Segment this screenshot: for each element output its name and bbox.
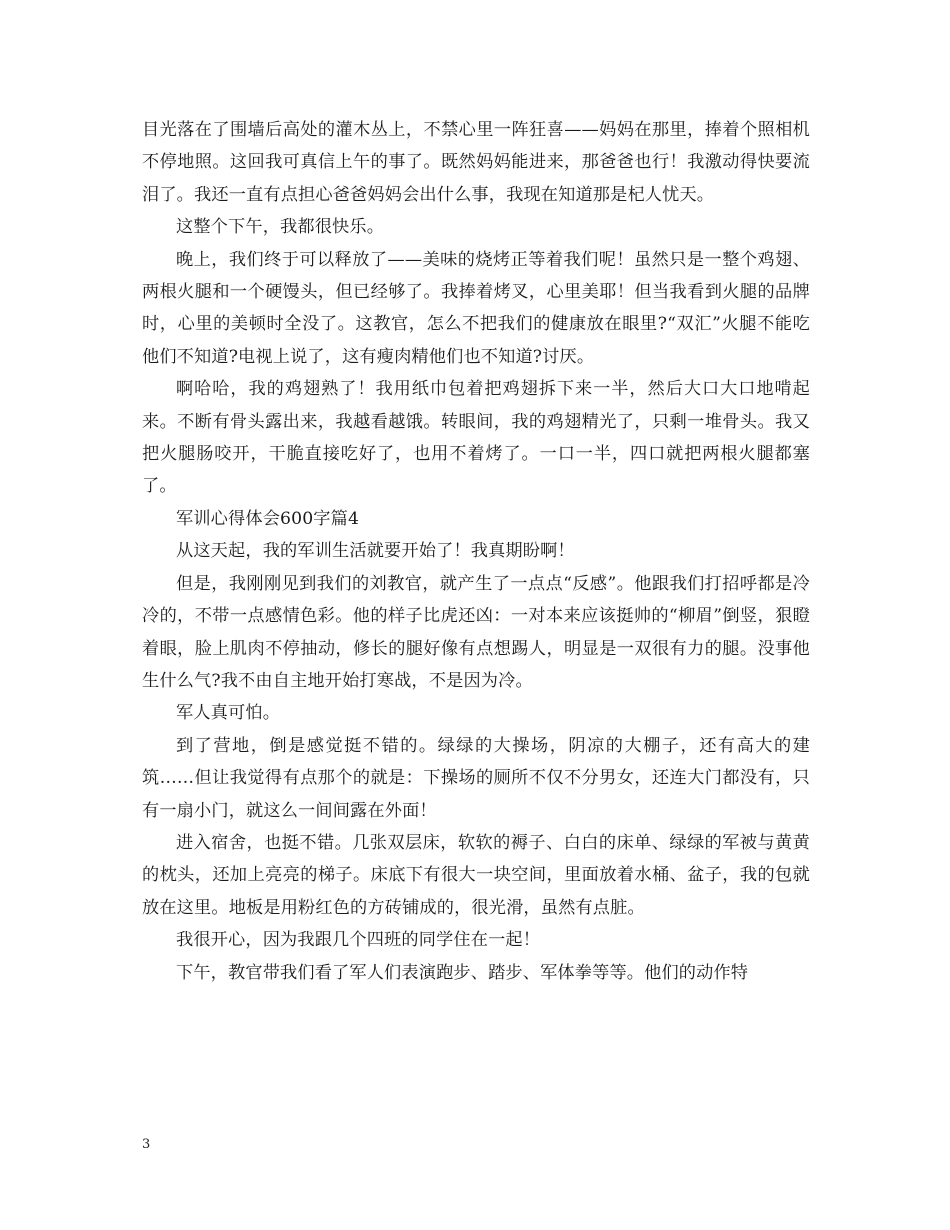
paragraph: 下午，教官带我们看了军人们表演跑步、踏步、军体拳等等。他们的动作特	[176, 962, 749, 983]
document-body	[142, 114, 810, 989]
paragraph: 啊哈哈，我的鸡翅熟了！我用纸巾包着把鸡翅拆下来一半，然后大口大口地啃起来。不断有骨头露出来，我越看越饿。转眼间，我的鸡翅精光了，只剩一堆骨头。我又把火腿肠咬开，干脆直接吃好了，也用不着烤了。一口一半，四口就把两根火腿都塞了。	[142, 379, 810, 497]
paragraph: 晚上，我们终于可以释放了——美味的烧烤正等着我们呢！虽然只是一整个鸡翅、两根火腿和一个硬馒头，但已经够了。我捧着烤叉，心里美耶！但当我看到火腿的品牌时，心里的美顿时全没了。这教官，怎么不把我们的健康放在眼里?“双汇”火腿不能吃他们不知道?电视上说了，这有瘦肉精他们也不知道?讨厌。	[142, 249, 810, 367]
section-heading: 军训心得体会600字篇4	[176, 508, 360, 529]
paragraph: 目光落在了围墙后高处的灌木丛上，不禁心里一阵狂喜——妈妈在那里，捧着个照相机不停地照。这回我可真信上午的事了。既然妈妈能进来，那爸爸也行！我激动得快要流泪了。我还一直有点担心爸爸妈妈会出什么事，我现在知道那是杞人忧天。	[142, 120, 810, 205]
paragraph: 到了营地，倒是感觉挺不错的。绿绿的大操场，阴凉的大棚子，还有高大的建筑……但让我觉得有点那个的就是：下操场的厕所不仅不分男女，还连大门都没有，只有一扇小门，就这么一间间露在外面！	[142, 735, 810, 821]
paragraph: 军人真可怕。	[176, 703, 281, 724]
paragraph: 但是，我刚刚见到我们的刘教官，就产生了一点点“反感”。他跟我们打招呼都是冷冷的，不带一点感情色彩。他的样子比虎还凶：一对本来应该挺帅的“柳眉”倒竖，狠瞪着眼，脸上肌肉不停抽动，修长的腿好像有点想踢人，明显是一双很有力的腿。没事他生什么气?我不由自主地开始打寒战，不是因为冷。	[142, 573, 810, 691]
paragraph: 进入宿舍，也挺不错。几张双层床，软软的褥子、白白的床单、绿绿的军被与黄黄的枕头，还加上亮亮的梯子。床底下有很大一块空间，里面放着水桶、盆子，我的包就放在这里。地板是用粉红色的方砖铺成的，很光滑，虽然有点脏。	[142, 832, 810, 918]
page-number: 3	[142, 1137, 151, 1152]
paragraph: 我很开心，因为我跟几个四班的同学住在一起！	[176, 930, 541, 951]
paragraph: 这整个下午，我都很快乐。	[176, 217, 385, 238]
paragraph: 从这天起，我的军训生活就要开始了！我真期盼啊！	[176, 541, 575, 562]
